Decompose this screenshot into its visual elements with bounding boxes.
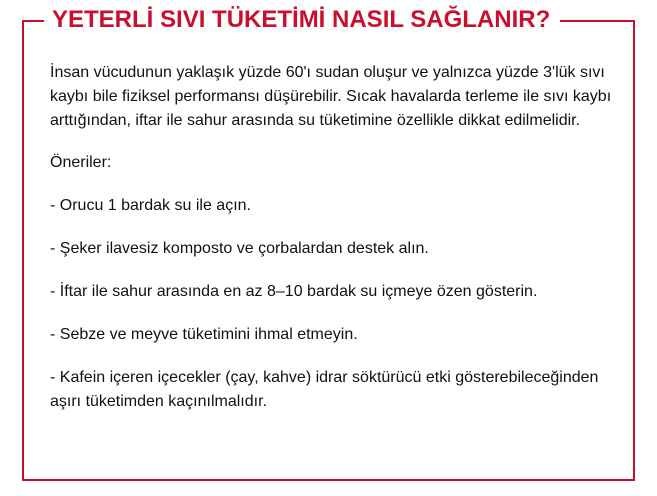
box-title: YETERLİ SIVI TÜKETİMİ NASIL SAĞLANIR?	[44, 4, 560, 36]
box-content	[50, 61, 615, 414]
suggestion-item-1: - Orucu 1 bardak su ile açın.	[50, 197, 251, 214]
suggestion-item-2: - Şeker ilavesiz komposto ve çorbalardan destek alın.	[50, 240, 429, 257]
suggestion-item-5: - Kafein içeren içecekler (çay, kahve) idrar söktürücü etki gösterebileceğinden aşırı tüketimden kaçınılmalıdır.	[50, 369, 599, 410]
suggestion-item-4: - Sebze ve meyve tüketimini ihmal etmeyin.	[50, 326, 358, 343]
suggestion-item-3: - İftar ile sahur arasında en az 8–10 bardak su içmeye özen gösterin.	[50, 283, 538, 300]
suggestions-heading: Öneriler:	[50, 154, 112, 171]
intro-paragraph: İnsan vücudunun yaklaşık yüzde 60'ı sudan oluşur ve yalnızca yüzde 3'lük sıvı kaybı bile fiziksel performansı düşürebilir. Sıcak havalarda terleme ile sıvı kaybı arttığından, iftar ile sahur arasında su tüketimine özellikle dikkat edilmelidir.	[50, 64, 612, 129]
